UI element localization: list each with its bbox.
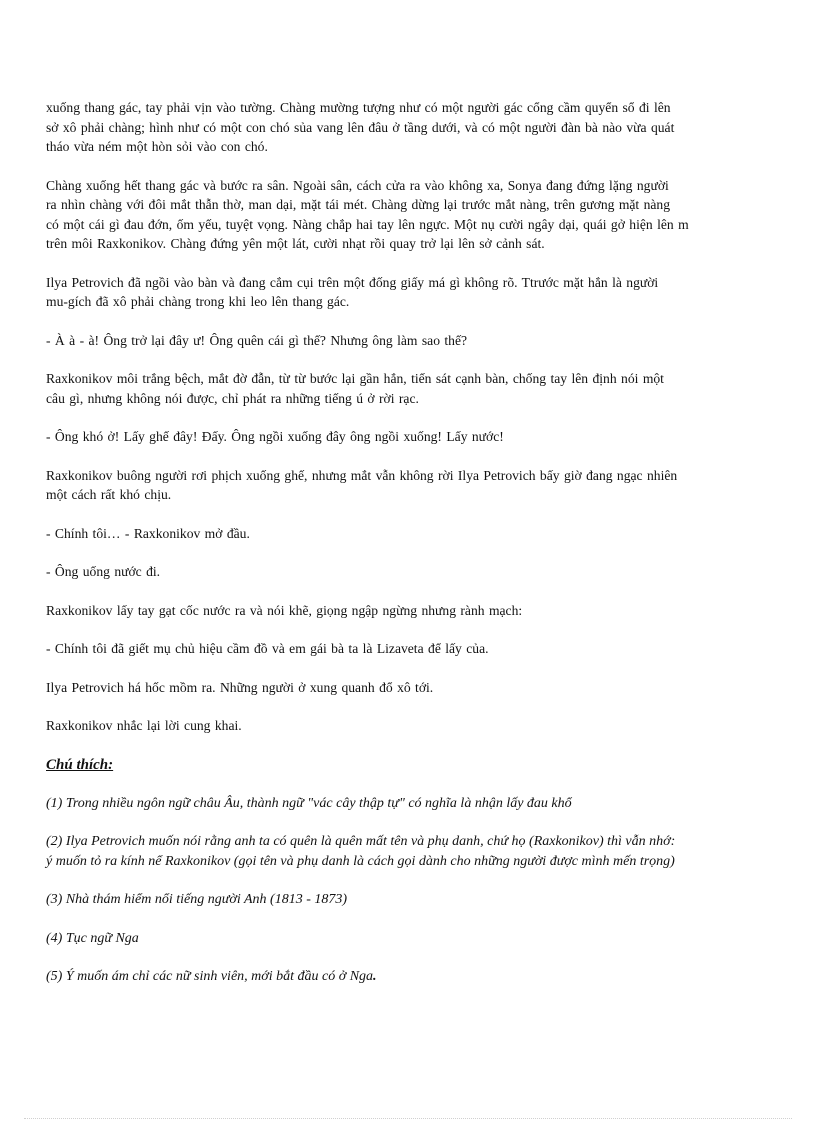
paragraph-line: - Ông khó ở! Lấy ghế đây! Đấy. Ông ngồi xuống đây ông ngồi xuống! Lấy nước!: [46, 429, 504, 444]
notes-heading: Chú thích:: [46, 756, 114, 773]
footnote-line: [46, 890, 776, 910]
paragraph-line: Raxkonikov buông người rơi phịch xuống ghế, nhưng mắt vẫn không rời Ilya Petrovich bấy giờ đang ngạc nhiên: [46, 467, 678, 483]
paragraph-line: - À à - à! Ông trở lại đây ư! Ông quên cái gì thế? Nhưng ông làm sao thế?: [46, 332, 468, 348]
paragraph-line: Raxkonikov môi trắng bệch, mắt đờ đẫn, từ từ bước lại gần hắn, tiến sát cạnh bàn, chống tay lên định nói một: [46, 371, 664, 386]
paragraph: [46, 466, 776, 505]
paragraph-line: tháo vừa ném một hòn sỏi vào con chó.: [46, 139, 268, 154]
footnote: [46, 967, 776, 987]
footnote-text: (2) Ilya Petrovich muốn nói rằng anh ta có quên là quên mất tên và phụ danh, chứ họ (Raxkonikov) thì vẫn nhớ:: [46, 834, 676, 849]
paragraph-line: Ilya Petrovich há hốc mồm ra. Những người ở xung quanh đổ xô tới.: [46, 679, 434, 695]
paragraph-line: - Chính tôi… - Raxkonikov mở đầu.: [46, 525, 250, 541]
paragraph-line: - Chính tôi đã giết mụ chủ hiệu cầm đồ và em gái bà ta là Lizaveta để lấy của.: [46, 641, 489, 656]
footnote-line: [46, 967, 776, 987]
paragraph-line: trên môi Raxkonikov. Chàng đứng yên một lát, cười nhạt rồi quay trở lại lên sở cảnh sát.: [46, 236, 545, 251]
paragraph-line: Ilya Petrovich đã ngồi vào bàn và đang cắm cụi trên một đống giấy má gì không rõ. Ttrước mặt hắn là người: [46, 274, 659, 290]
footnote: [46, 929, 776, 949]
paragraph-line: xuống thang gác, tay phải vịn vào tường. Chàng mường tượng như có một người gác cổng cầm quyển sổ đi lên: [46, 100, 671, 115]
paragraph-line: mu-gích đã xô phải chàng trong khi leo lên thang gác.: [46, 294, 350, 309]
footnote-text: (5) Ý muốn ám chỉ các nữ sinh viên, mới bắt đầu có ở Nga: [46, 969, 374, 984]
paragraph-line: có một cái gì đau đớn, ốm yếu, tuyệt vọng. Nàng chắp hai tay lên ngực. Một nụ cười ngây dại, quái gở hiện lên m: [46, 216, 689, 232]
paragraph-line: - Ông uống nước đi.: [46, 564, 161, 579]
paragraph: [46, 639, 776, 659]
body-text: [46, 98, 776, 736]
paragraph: [46, 601, 776, 621]
footnote: [46, 832, 776, 871]
paragraph: [46, 716, 776, 736]
footnote-line: [46, 794, 776, 814]
paragraph-line: câu gì, nhưng không nói được, chỉ phát ra những tiếng ú ở rời rạc.: [46, 390, 419, 406]
paragraph-line: Raxkonikov nhắc lại lời cung khai.: [46, 718, 242, 733]
paragraph-line: một cách rất khó chịu.: [46, 487, 172, 502]
paragraph: [46, 331, 776, 351]
footnote: [46, 794, 776, 814]
footnote-line: [46, 832, 776, 852]
page-bottom-rule: [24, 1118, 792, 1119]
paragraph: [46, 98, 776, 157]
footnote-text: ý muốn tỏ ra kính nể Raxkonikov (gọi tên và phụ danh là cách gọi dành cho những người được mình mến trọng): [46, 853, 675, 869]
paragraph: [46, 678, 776, 698]
footnote-bold-tail: .: [373, 969, 377, 984]
footnote-line: [46, 852, 776, 872]
paragraph: [46, 524, 776, 544]
paragraph-line: sở xô phải chàng; hình như có một con chó sủa vang lên đâu ở tầng dưới, và có một người đàn bà nào vừa quát: [46, 119, 675, 135]
paragraph: [46, 273, 776, 312]
paragraph: [46, 176, 776, 254]
paragraph-line: Raxkonikov lấy tay gạt cốc nước ra và nói khẽ, giọng ngập ngừng nhưng rành mạch:: [46, 602, 523, 618]
footnote-line: [46, 929, 776, 949]
paragraph-line: ra nhìn chàng với đôi mắt thẫn thờ, man dại, mặt tái mét. Chàng dừng lại trước mắt nàng, trên gương mặt nàng: [46, 197, 671, 212]
footnote: [46, 890, 776, 910]
paragraph-line: Chàng xuống hết thang gác và bước ra sân. Ngoài sân, cách cửa ra vào không xa, Sonya đang đứng lặng người: [46, 177, 669, 193]
footnote-text: (1) Trong nhiều ngôn ngữ châu Âu, thành ngữ "vác cây thập tự" có nghĩa là nhận lấy đau khổ: [46, 795, 572, 811]
notes-list: [46, 794, 776, 987]
footnote-text: (4) Tục ngữ Nga: [46, 930, 139, 946]
footnote-text: (3) Nhà thám hiểm nổi tiếng người Anh (1813 - 1873): [46, 892, 348, 907]
paragraph: [46, 369, 776, 408]
document-page: [46, 98, 776, 1006]
paragraph: [46, 562, 776, 582]
paragraph: [46, 427, 776, 447]
